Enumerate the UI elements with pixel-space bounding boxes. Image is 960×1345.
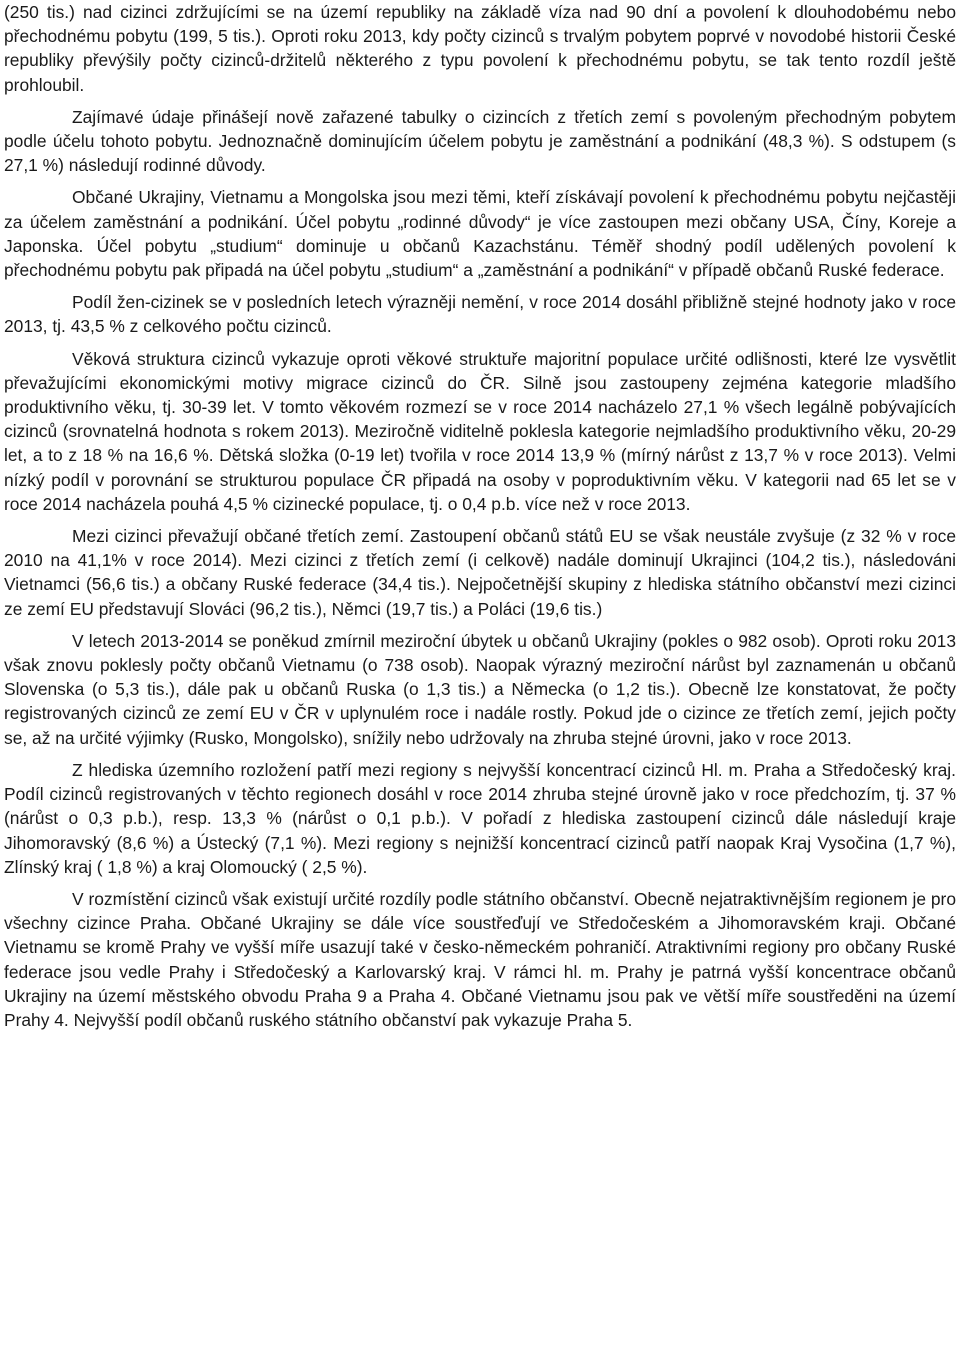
- paragraph-third-countries: Mezi cizinci převažují občané třetích zemí. Zastoupení občanů států EU se však neustále zvyšuje (z 32 % v roce 2010 na 41,1% v roce 2014). Mezi cizinci z třetích zemí (i celkově) nadále dominují Ukrajinci (104,2 tis.), následováni Vietnamci (56,6 tis.) a občany Ruské federace (34,4 tis.). Nejpočetnější skupiny z hlediska státního občanství mezi cizinci ze zemí EU představují Slováci (96,2 tis.), Němci (19,7 tis.) a Poláci (19,6 tis.): [4, 526, 956, 619]
- document-page: [4, 0, 956, 1040]
- paragraph-regional-distribution: Z hlediska územního rozložení patří mezi regiony s nejvyšší koncentrací cizinců Hl. m. Praha a Středočeský kraj. Podíl cizinců registrovaných v těchto regionech dosáhl v roce 2014 zhruba stejné úrovně jako v roce předchozím, tj. 37 % (nárůst o 0,3 p.b.), resp. 13,3 % (nárůst o 0,1 p.b.). V pořadí z hlediska zastoupení cizinců dále následují kraje Jihomoravský (8,6 %) a Ústecký (7,1 %). Mezi regiony s nejnižší koncentrací cizinců patří naopak Kraj Vysočina (1,7 %), Zlínský kraj ( 1,8 %) a kraj Olomoucký ( 2,5 %).: [4, 759, 956, 877]
- paragraph-age-structure: Věková struktura cizinců vykazuje oproti věkové struktuře majoritní populace určité odlišnosti, které lze vysvětlit převažujícími ekonomickými motivy migrace cizinců do ČR. Silně jsou zastoupeny zejména kategorie mladšího produktivního věku, tj. 30-39 let. V tomto věkovém rozmezí se v roce 2014 nacházelo 27,1 % všech legálně pobývajících cizinců (srovnatelná hodnota s rokem 2013). Meziročně viditelně poklesla kategorie nejmladšího produktivního věku, 20-29 let, a to z 18 % na 16,6 %. Dětská složka (0-19 let) tvořila v roce 2014 13,9 % (mírný nárůst z 13,7 % v roce 2013). Velmi nízký podíl v porovnání se strukturou populace ČR připadá na osoby v poproduktivním věku. V kategorii nad 65 let se v roce 2014 nacházela pouhá 4,5 % cizinecké populace, tj. o 0,4 p.b. více než v roce 2013.: [4, 348, 956, 514]
- paragraph-continuation: (250 tis.) nad cizinci zdržujícími se na území republiky na základě víza nad 90 dní a povolení k dlouhodobému nebo přechodnému pobytu (199, 5 tis.). Oproti roku 2013, kdy počty cizinců s trvalým pobytem poprvé v novodobé historii České republiky převýšily počty cizinců-držitelů některého z typu povolení k přechodnému pobytu, se tak tento rozdíl ještě prohloubil.: [4, 2, 956, 95]
- paragraph-purpose-of-stay: Zajímavé údaje přinášejí nově zařazené tabulky o cizincích z třetích zemí s povoleným přechodným pobytem podle účelu tohoto pobytu. Jednoznačně dominujícím účelem pobytu je zaměstnání a podnikání (48,3 %). S odstupem (s 27,1 %) následují rodinné důvody.: [4, 106, 956, 176]
- paragraph-citizenship-distribution: V rozmístění cizinců však existují určité rozdíly podle státního občanství. Obecně nejatraktivnějším regionem je pro všechny cizince Praha. Občané Ukrajiny se dále více soustřeďují ve Středočeském a Jihomoravském kraji. Občané Vietnamu se kromě Prahy ve vyšší míře usazují také v česko-německém pohraničí. Atraktivními regiony pro občany Ruské federace jsou vedle Prahy i Středočeský a Karlovarský kraj. V rámci hl. m. Prahy je patrná vyšší koncentrace občanů Ukrajiny na území městského obvodu Praha 9 a Praha 4. Občané Vietnamu jsou pak ve větší míře soustředěni na území Prahy 4. Nejvyšší podíl občanů ruského státního občanství pak vykazuje Praha 5.: [4, 888, 956, 1030]
- paragraph-year-changes: V letech 2013-2014 se poněkud zmírnil meziroční úbytek u občanů Ukrajiny (pokles o 982 osob). Oproti roku 2013 však znovu poklesly počty občanů Vietnamu (o 738 osob). Naopak výrazný meziroční nárůst byl zaznamenán u občanů Slovenska (o 5,3 tis.), dále pak u občanů Ruska (o 1,3 tis.) a Německa (o 1,2 tis.). Obecně lze konstatovat, že počty registrovaných cizinců ze zemí EU v ČR v uplynulém roce i nadále rostly. Pokud jde o cizince ze třetích zemí, jejich počty se, až na určité výjimky (Rusko, Mongolsko), snížily nebo udržovaly na zhruba stejné úrovni, jako v roce 2013.: [4, 630, 956, 748]
- paragraph-nationality-purpose: Občané Ukrajiny, Vietnamu a Mongolska jsou mezi těmi, kteří získávají povolení k přechodnému pobytu nejčastěji za účelem zaměstnání a podnikání. Účel pobytu „rodinné důvody“ je více zastoupen mezi občany USA, Číny, Koreje a Japonska. Účel pobytu „studium“ dominuje u občanů Kazachstánu. Téměř shodný podíl udělených povolení k přechodnému pobytu pak připadá na účel pobytu „studium“ a „zaměstnání a podnikání“ v případě občanů Ruské federace.: [4, 187, 956, 281]
- paragraph-women-share: Podíl žen-cizinek se v posledních letech výrazněji nemění, v roce 2014 dosáhl přibližně stejné hodnoty jako v roce 2013, tj. 43,5 % z celkového počtu cizinců.: [4, 292, 956, 337]
